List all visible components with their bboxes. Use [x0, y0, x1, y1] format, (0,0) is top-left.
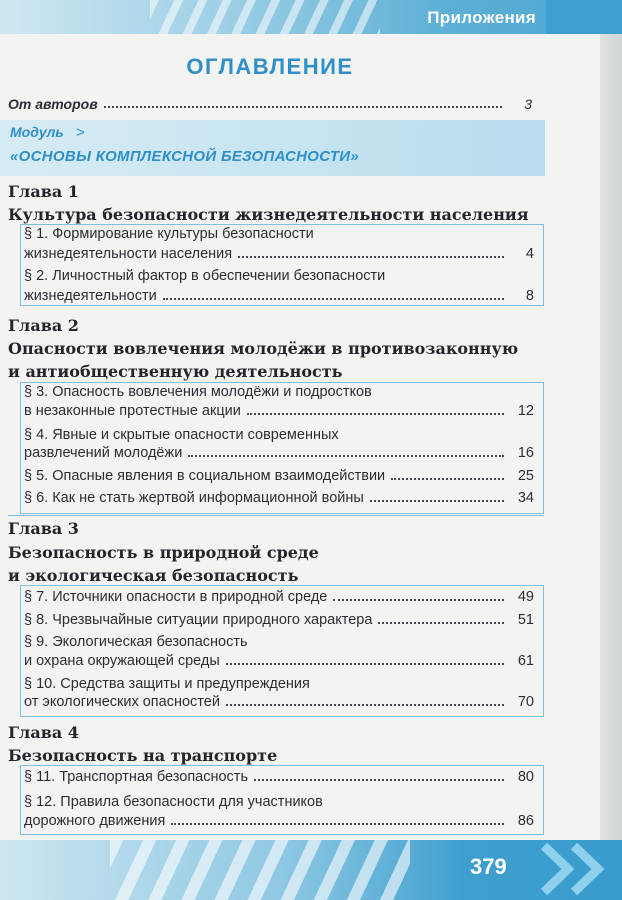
dot-leader	[238, 256, 504, 258]
chapter-title-line: Культура безопасности жизнедеятельности населения	[8, 205, 529, 224]
dot-leader	[254, 779, 504, 781]
chevron-right-icon: >	[76, 124, 85, 141]
toc-entry-page: 51	[517, 612, 534, 628]
toc-entry-paragraph[interactable]	[24, 612, 534, 628]
dot-leader	[378, 622, 504, 624]
paragraph-title-line: § 12. Правила безопасности для участников	[24, 794, 323, 810]
toc-entry-label: От авторов	[8, 96, 98, 112]
page-title: ОГЛАВЛЕНИЕ	[186, 54, 354, 79]
toc-entry-page: 49	[517, 589, 534, 605]
toc-entry-paragraph[interactable]	[24, 468, 534, 484]
chapter-title-line: и антиобщественную деятельность	[8, 362, 343, 381]
paragraph-title-line: от экологических опасностей	[24, 694, 220, 710]
toc-entry-paragraph[interactable]	[24, 403, 534, 419]
toc-entry-page: 80	[517, 769, 534, 785]
paragraph-title-line: жизнедеятельности	[24, 288, 157, 304]
paragraph-title-line: § 7. Источники опасности в природной среде	[24, 589, 328, 605]
chapter-divider	[8, 515, 544, 516]
chapter-title	[8, 541, 538, 587]
dot-leader	[188, 455, 504, 457]
paragraph-title-line: § 6. Как не стать жертвой информационной войны	[24, 490, 364, 506]
toc-entry-paragraph[interactable]	[24, 813, 534, 829]
toc-entry-page: 12	[517, 403, 534, 419]
module-label: Модуль	[10, 124, 64, 140]
chapter-title-line: Безопасность в природной среде	[8, 543, 319, 562]
dot-leader	[333, 599, 504, 601]
dot-leader	[226, 704, 504, 706]
dot-leader	[104, 106, 502, 108]
toc-entry-page: 86	[517, 813, 534, 829]
chapter-label: Глава 2	[8, 316, 79, 335]
dot-leader	[226, 663, 504, 665]
paragraph-title-line: дорожного движения	[24, 813, 166, 829]
chapter-title	[8, 203, 538, 226]
toc-entry-paragraph[interactable]	[24, 769, 534, 785]
footer-stripes	[110, 840, 410, 900]
toc-entry-paragraph[interactable]	[24, 445, 534, 461]
paragraph-title-line: § 10. Средства защиты и предупреждения	[24, 676, 310, 692]
page-number: 379	[470, 854, 507, 879]
chapter-title-line: Опасности вовлечения молодёжи в противозаконную	[8, 339, 519, 358]
toc-entry-page: 25	[517, 468, 534, 484]
toc-entry-paragraph[interactable]	[24, 589, 534, 605]
chapter-title-line: и экологическая безопасность	[8, 566, 299, 585]
section-label: Приложения	[427, 8, 536, 27]
chapter-label: Глава 3	[8, 519, 79, 538]
paragraph-title-line: § 5. Опасные явления в социальном взаимодействии	[24, 468, 386, 484]
toc-entry-paragraph[interactable]	[24, 490, 534, 506]
header-corner	[546, 0, 622, 34]
toc-entry-page: 3	[524, 96, 532, 112]
chapter-label: Глава 4	[8, 723, 79, 742]
chapter-title-line: Безопасность на транспорте	[8, 746, 278, 765]
chapter-title	[8, 744, 538, 767]
chapter-title	[8, 337, 538, 383]
paragraph-title-line: жизнедеятельности населения	[24, 246, 233, 262]
paragraph-title-line: в незаконные протестные акции	[24, 403, 241, 419]
toc-entry-page: 61	[517, 653, 534, 669]
paragraph-title-line: § 11. Транспортная безопасность	[24, 769, 249, 785]
toc-entry-page: 34	[517, 490, 534, 506]
paragraph-title-line: § 2. Личностный фактор в обеспечении безопасности	[24, 268, 386, 284]
chapter-label: Глава 1	[8, 182, 79, 201]
paragraph-title-line: и охрана окружающей среды	[24, 653, 220, 669]
dot-leader	[171, 823, 504, 825]
toc-entry-paragraph[interactable]	[24, 694, 534, 710]
chevron-double-right-icon	[538, 838, 622, 900]
toc-entry-paragraph[interactable]	[24, 288, 534, 304]
dot-leader	[163, 298, 504, 300]
paragraph-title-line: § 8. Чрезвычайные ситуации природного характера	[24, 612, 373, 628]
page-edge	[600, 34, 622, 840]
toc-entry-paragraph[interactable]	[24, 246, 534, 262]
toc-entry-page: 16	[517, 445, 534, 461]
toc-entry-page: 4	[525, 246, 534, 262]
dot-leader	[247, 413, 504, 415]
dot-leader	[370, 500, 504, 502]
footer-band	[0, 840, 622, 900]
paragraph-title-line: § 4. Явные и скрытые опасности современных	[24, 427, 339, 443]
module-title: «ОСНОВЫ КОМПЛЕКСНОЙ БЕЗОПАСНОСТИ»	[10, 148, 359, 165]
dot-leader	[391, 478, 504, 480]
paragraph-title-line: развлечений молодёжи	[24, 445, 183, 461]
paragraph-title-line: § 3. Опасность вовлечения молодёжи и подростков	[24, 384, 372, 400]
paragraph-title-line: § 9. Экологическая безопасность	[24, 634, 248, 650]
toc-entry-authors[interactable]	[8, 96, 532, 112]
header-stripes	[150, 0, 380, 34]
toc-entry-paragraph[interactable]	[24, 653, 534, 669]
toc-entry-page: 70	[517, 694, 534, 710]
toc-entry-page: 8	[525, 288, 534, 304]
paragraph-title-line: § 1. Формирование культуры безопасности	[24, 226, 314, 242]
